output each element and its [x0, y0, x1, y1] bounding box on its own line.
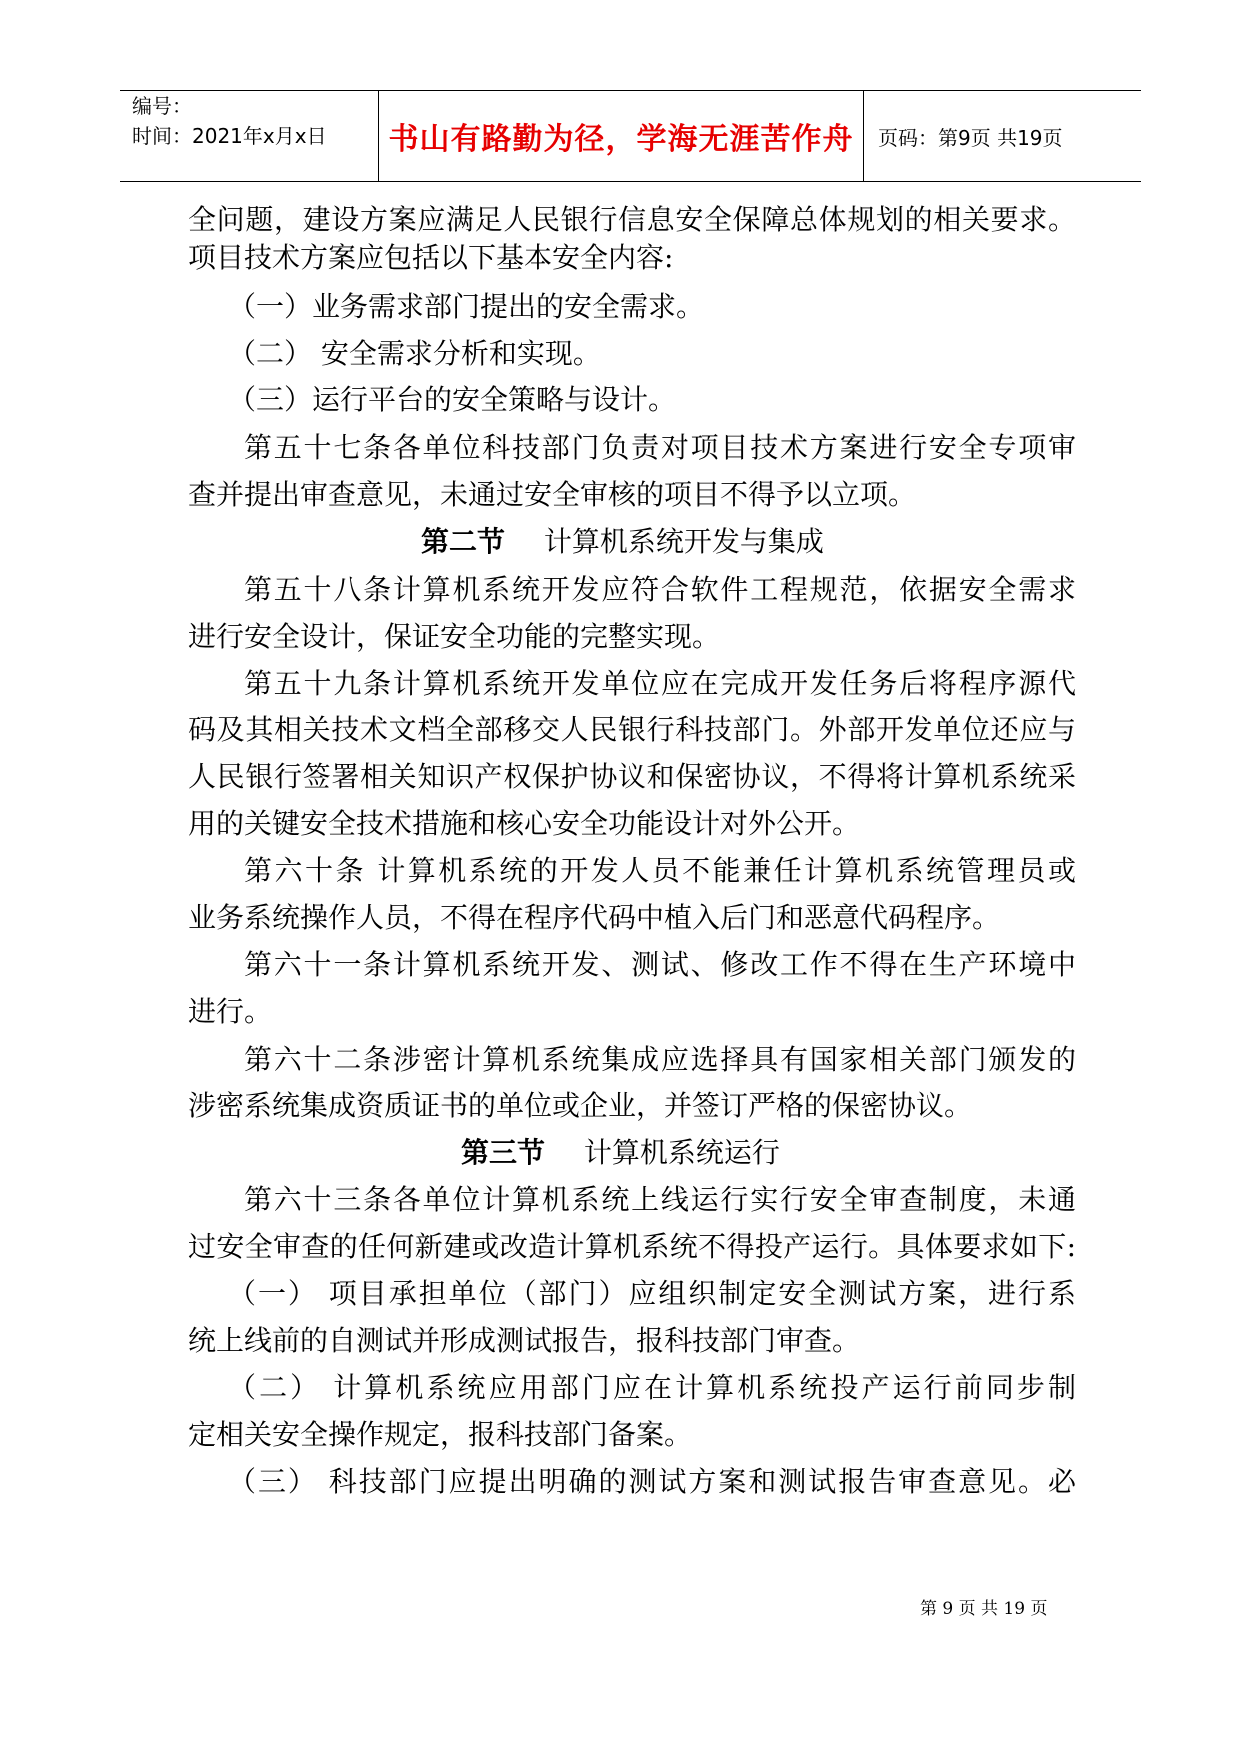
section-title: 计算机系统开发与集成 — [543, 525, 824, 558]
page-header — [120, 90, 1141, 182]
header-motto: 书山有路勤为径，学海无涯苦作舟 — [378, 91, 864, 181]
list-item: （二） 安全需求分析和实现。 — [228, 337, 601, 370]
body-line: 全问题，建设方案应满足人民银行信息安全保障总体规划的相关要求。 — [188, 203, 1076, 236]
header-meta — [120, 91, 378, 181]
body-line: 过安全审查的任何新建或改造计算机系统不得投产运行。具体要求如下: — [188, 1230, 1076, 1263]
article-paragraph: 第五十七条各单位科技部门负责对项目技术方案进行安全专项审 — [244, 431, 1076, 464]
header-page-number: 页码：第9页 共19页 — [878, 125, 1063, 150]
section-heading — [421, 522, 824, 562]
list-item: （三） 科技部门应提出明确的测试方案和测试报告审查意见。必 — [228, 1465, 1076, 1498]
article-paragraph: 第五十八条计算机系统开发应符合软件工程规范，依据安全需求 — [244, 573, 1076, 606]
body-line: 查并提出审查意见，未通过安全审核的项目不得予以立项。 — [188, 478, 917, 511]
list-item: （三）运行平台的安全策略与设计。 — [228, 383, 677, 416]
body-line: 人民银行签署相关知识产权保护协议和保密协议，不得将计算机系统采 — [188, 760, 1076, 793]
body-line: 项目技术方案应包括以下基本安全内容: — [188, 241, 674, 274]
article-paragraph: 第五十九条计算机系统开发单位应在完成开发任务后将程序源代 — [244, 667, 1076, 700]
document-number-label: 编号： — [132, 94, 192, 118]
article-paragraph: 第六十二条涉密计算机系统集成应选择具有国家相关部门颁发的 — [244, 1043, 1076, 1076]
list-item: （二） 计算机系统应用部门应在计算机系统投产运行前同步制 — [228, 1371, 1076, 1404]
list-item: （一） 项目承担单位（部门）应组织制定安全测试方案，进行系 — [228, 1277, 1076, 1310]
section-number: 第二节 — [421, 525, 506, 558]
page-footer: 第 9 页 共 19 页 — [920, 1599, 1048, 1619]
document-time-label: 时间：2021年x月x日 — [132, 124, 327, 148]
body-line: 业务系统操作人员，不得在程序代码中植入后门和恶意代码程序。 — [188, 901, 1001, 934]
section-heading — [461, 1133, 780, 1173]
section-number: 第三节 — [461, 1136, 546, 1169]
body-line: 定相关安全操作规定，报科技部门备案。 — [188, 1418, 693, 1451]
list-item: （一）业务需求部门提出的安全需求。 — [228, 290, 705, 323]
section-title: 计算机系统运行 — [583, 1136, 780, 1169]
body-line: 进行安全设计，保证安全功能的完整实现。 — [188, 620, 721, 653]
body-line: 进行。 — [188, 995, 273, 1028]
article-paragraph: 第六十条 计算机系统的开发人员不能兼任计算机系统管理员或 — [244, 854, 1076, 887]
body-line: 涉密系统集成资质证书的单位或企业，并签订严格的保密协议。 — [188, 1089, 973, 1122]
body-line: 统上线前的自测试并形成测试报告，报科技部门审查。 — [188, 1324, 861, 1357]
body-line: 用的关键安全技术措施和核心安全功能设计对外公开。 — [188, 807, 861, 840]
body-line: 码及其相关技术文档全部移交人民银行科技部门。外部开发单位还应与 — [188, 713, 1076, 746]
article-paragraph: 第六十三条各单位计算机系统上线运行实行安全审查制度，未通 — [244, 1183, 1076, 1216]
article-paragraph: 第六十一条计算机系统开发、测试、修改工作不得在生产环境中 — [244, 948, 1076, 981]
